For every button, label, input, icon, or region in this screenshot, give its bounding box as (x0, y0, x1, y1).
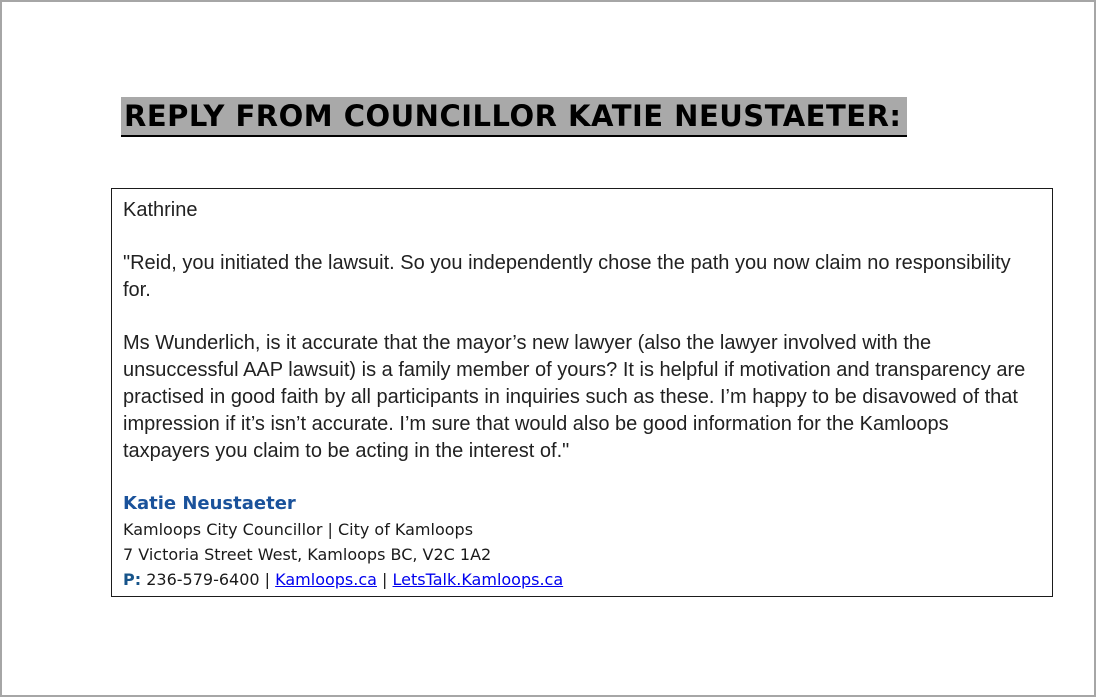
separator: | (264, 570, 271, 589)
reply-paragraph-1: "Reid, you initiated the lawsuit. So you independently chose the path you now claim no responsibility for. (123, 252, 1011, 301)
kamloops-link[interactable]: Kamloops.ca (275, 570, 377, 589)
signature-contact-line (123, 567, 1040, 592)
greeting-line: Kathrine (123, 199, 198, 221)
signature-address-line: 7 Victoria Street West, Kamloops BC, V2C 1A2 (123, 545, 492, 564)
phone-label: P: (123, 570, 142, 589)
page-heading (121, 97, 1094, 137)
signature-title-line: Kamloops City Councillor | City of Kamloops (123, 520, 474, 539)
letstalk-kamloops-link[interactable]: LetsTalk.Kamloops.ca (392, 570, 564, 589)
reply-box (111, 188, 1053, 597)
email-signature (123, 491, 1040, 592)
reply-paragraph-2: Ms Wunderlich, is it accurate that the mayor’s new lawyer (also the lawyer involved with the unsuccessful AAP lawsuit) is a family member of yours? It is helpful if motivation and transparency are practised in good faith by all participants in inquiries such as these. I’m happy to be disavowed of that impression if it’s isn’t accurate. I’m sure that would also be good information for the Kamloops taxpayers you claim to be acting in the interest of." (123, 332, 1026, 462)
heading-highlight: REPLY FROM COUNCILLOR KATIE NEUSTAETER: (121, 97, 907, 137)
signature-name: Katie Neustaeter (123, 493, 296, 514)
phone-number: 236-579-6400 (146, 570, 260, 589)
separator: | (382, 570, 388, 589)
